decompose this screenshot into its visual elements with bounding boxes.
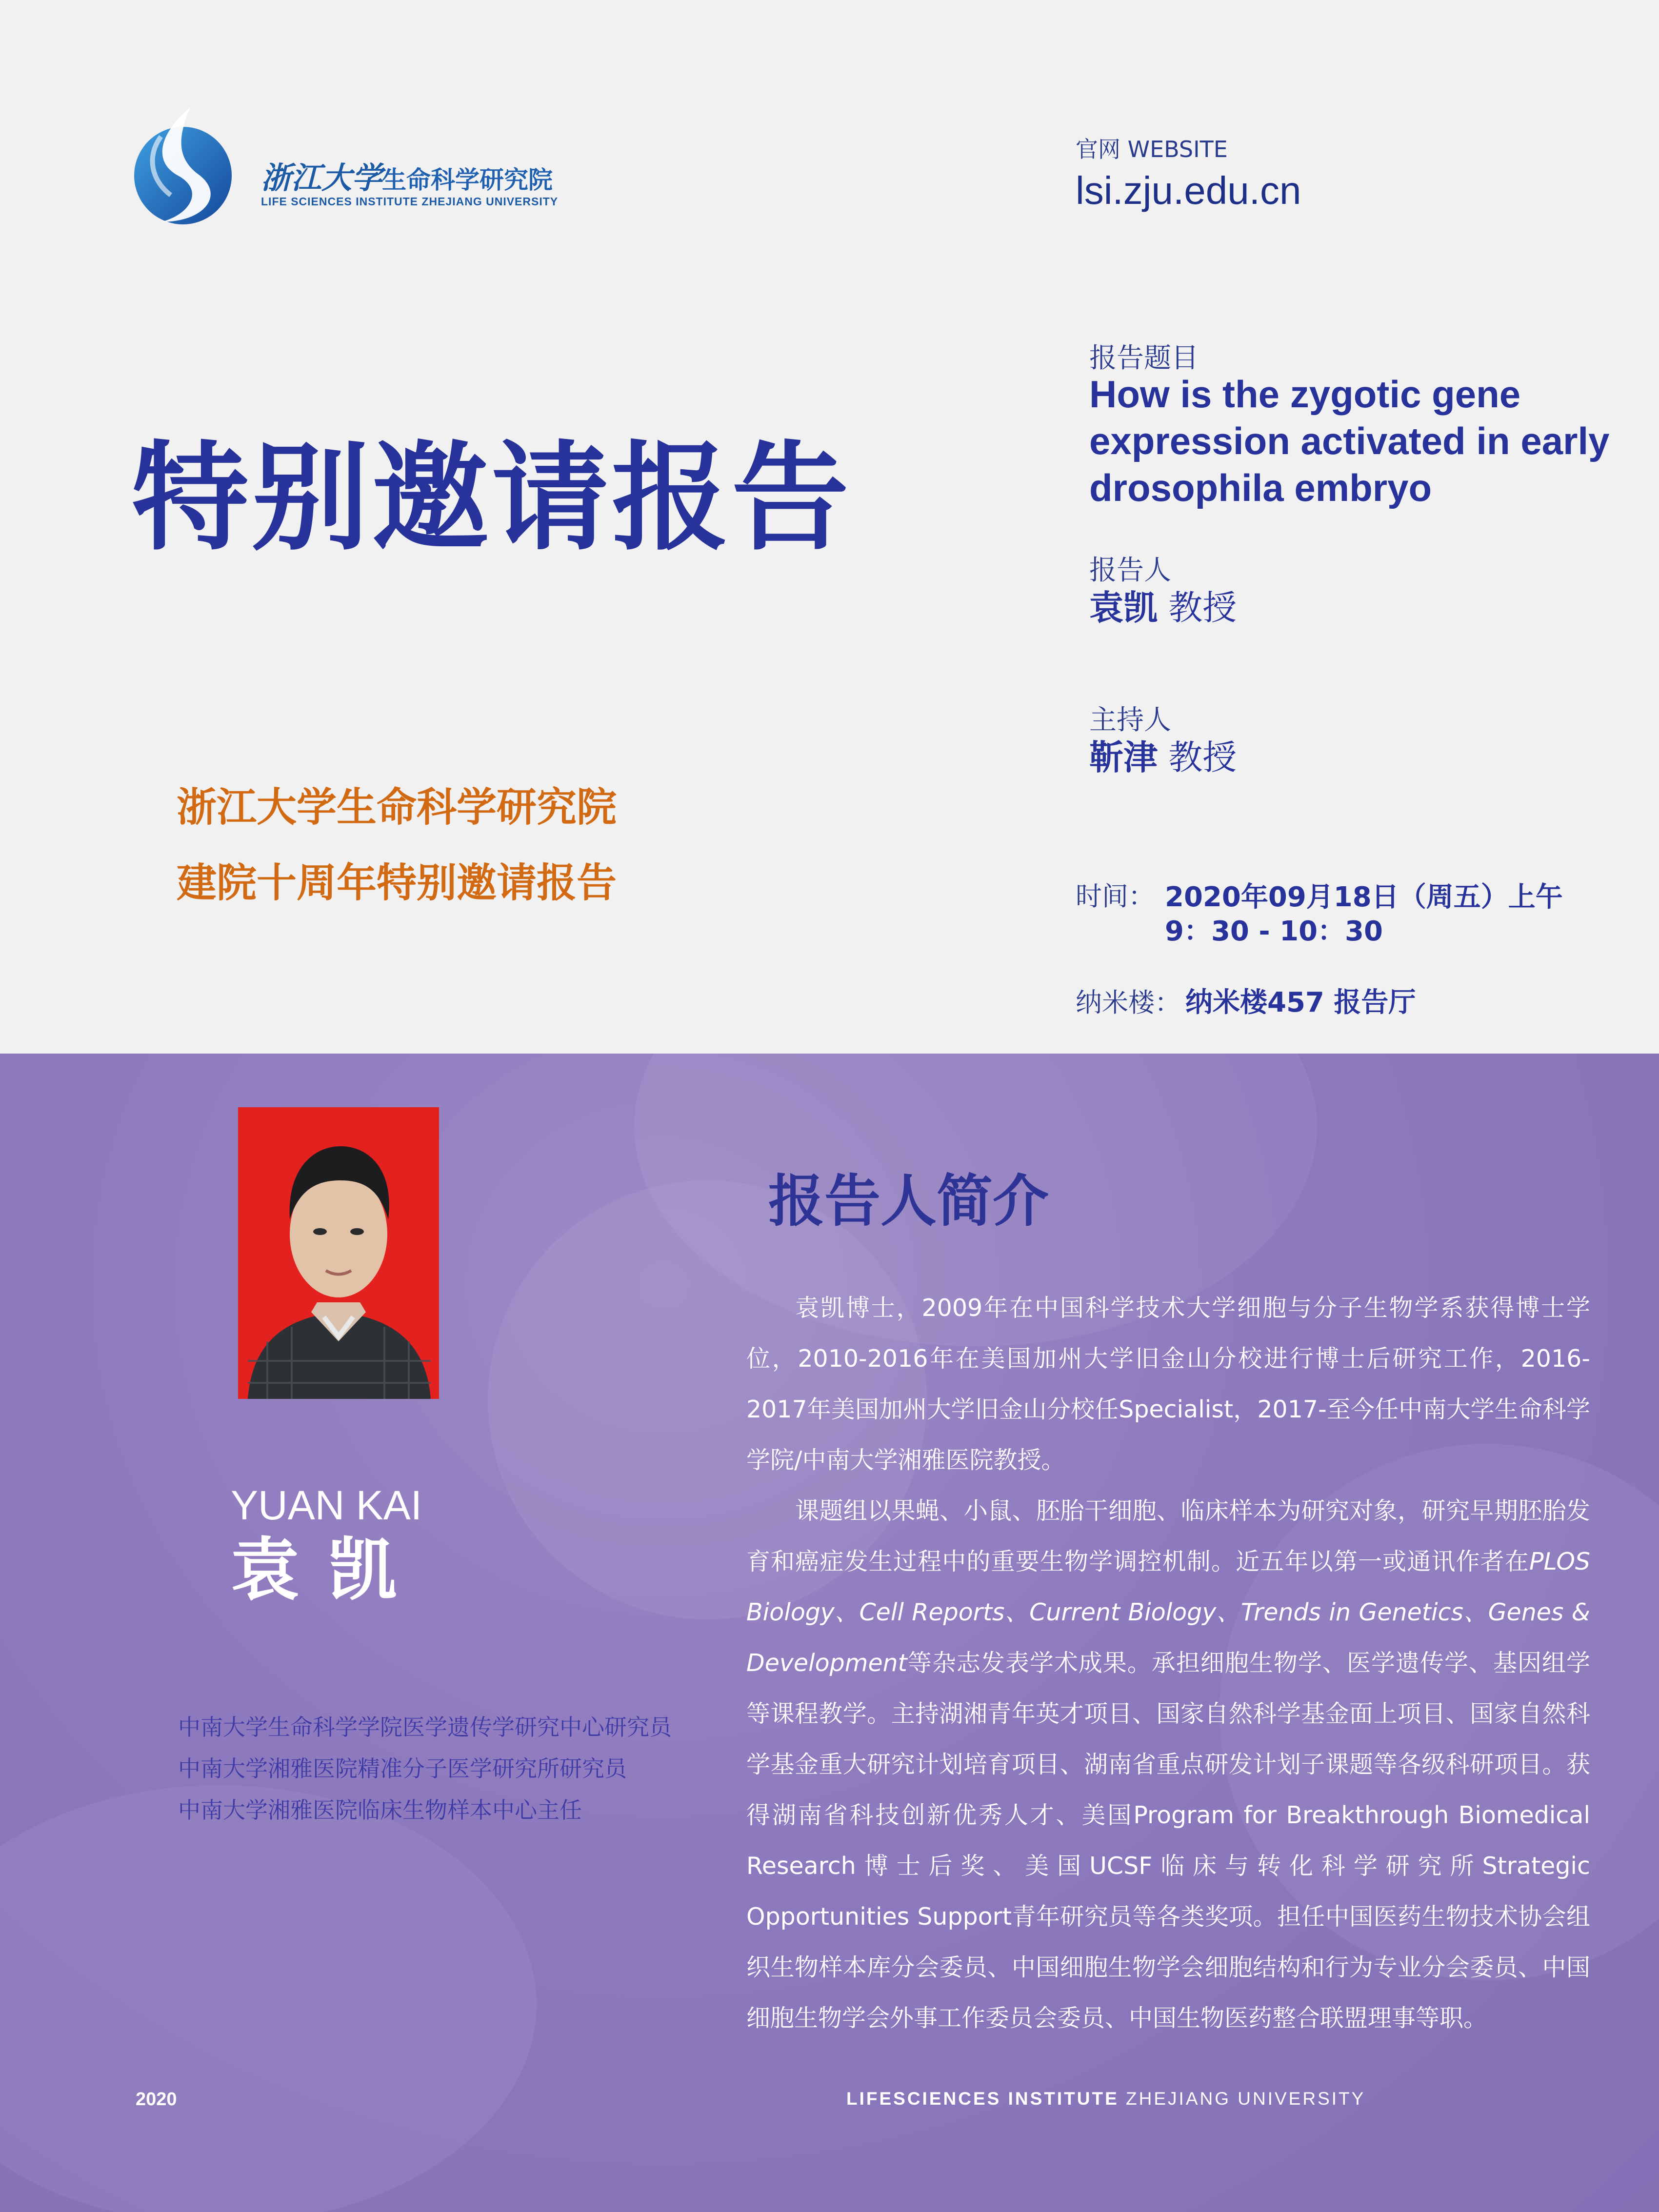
footer-institute: LIFESCIENCES INSTITUTE ZHEJIANG UNIVERSITY [846, 2089, 1366, 2109]
time-range: 9：30 - 10：30 [1165, 916, 1383, 947]
institute-logo [132, 102, 571, 229]
bio-text [746, 1283, 1590, 2044]
main-title: 特别邀请报告 [132, 429, 852, 566]
host-name: 靳津 [1089, 737, 1158, 777]
time-date: 2020年09月18日（周五）上午 [1165, 881, 1563, 913]
logo-chinese-name: 浙江大学生命科学研究院 [261, 160, 553, 196]
subtitle-line-2: 建院十周年特别邀请报告 [177, 860, 617, 906]
website-url[interactable]: lsi.zju.edu.cn [1076, 169, 1301, 212]
speaker-name-chinese: 袁凯 [231, 1531, 426, 1610]
affiliation-2: 中南大学湘雅医院精准分子医学研究所研究员 [178, 1755, 627, 1782]
venue-label: 纳米楼： [1076, 987, 1181, 1018]
swirl-logo-icon [132, 102, 234, 229]
venue: 纳米楼457 报告厅 [1185, 987, 1416, 1018]
speaker-title: 教授 [1168, 588, 1237, 628]
host-title: 教授 [1168, 737, 1237, 777]
host-label: 主持人 [1089, 704, 1171, 736]
header-section [0, 0, 1659, 1054]
speaker-line [1089, 580, 1237, 630]
journal-list: PLOS Biology、Cell Reports、Current Biology、Trends in Genetics、Genes & Development [746, 1548, 1590, 1677]
logo-english-name: LIFE SCIENCES INSTITUTE ZHEJIANG UNIVERSITY [261, 195, 559, 208]
affiliation-1: 中南大学生命科学学院医学遗传学研究中心研究员 [178, 1714, 672, 1740]
speaker-label: 报告人 [1089, 555, 1171, 586]
topic-label: 报告题目 [1089, 342, 1199, 374]
host-line [1089, 730, 1237, 779]
speaker-name: 袁凯 [1089, 588, 1158, 628]
speaker-photo [238, 1107, 439, 1399]
subtitle-line-1: 浙江大学生命科学研究院 [177, 784, 617, 831]
affiliation-3: 中南大学湘雅医院临床生物样本中心主任 [178, 1797, 582, 1823]
speaker-name-english: YUAN KAI [231, 1482, 422, 1528]
portrait-image [238, 1107, 439, 1399]
time-label: 时间： [1076, 881, 1155, 912]
bio-title: 报告人简介 [768, 1169, 1049, 1234]
bio-paragraph-2: 课题组以果蝇、小鼠、胚胎干细胞、临床样本为研究对象，研究早期胚胎发育和癌症发生过程中的重要生物学调控机制。近五年以第一或通讯作者在PLOS Biology、Cell Reports、Current Biology、Trends in Genetics、Genes & Development等杂志发表学术成果。承担细胞生物学、医学遗传学、基因组学等课程教学。主持湖湘青年英才项目、国家自然科学基金面上项目、国家自然科学基金重大研究计划培育项目、湖南省重点研发计划子课题等各级科研项目。获得湖南省科技创新优秀人才、美国Program for Breakthrough Biomedical Research博士后奖、美国UCSF临床与转化科学研究所Strategic Opportunities Support青年研究员等各类奖项。担任中国医药生物技术协会组织生物样本库分会委员、中国细胞生物学会细胞结构和行为专业分会委员、中国细胞生物学会外事工作委员会委员、中国生物医药整合联盟理事等职。 [746, 1497, 1590, 2032]
footer-year: 2020 [136, 2089, 177, 2110]
talk-topic: How is the zygotic gene expression activated in early drosophila embryo [1089, 373, 1610, 509]
website-label: 官网 WEBSITE [1076, 136, 1228, 162]
bio-paragraph-1: 袁凯博士，2009年在中国科学技术大学细胞与分子生物学系获得博士学位，2010-2016年在美国加州大学旧金山分校进行博士后研究工作，2016-2017年美国加州大学旧金山分校任Specialist，2017-至今任中南大学生命科学学院/中南大学湘雅医院教授。 [746, 1294, 1590, 1474]
